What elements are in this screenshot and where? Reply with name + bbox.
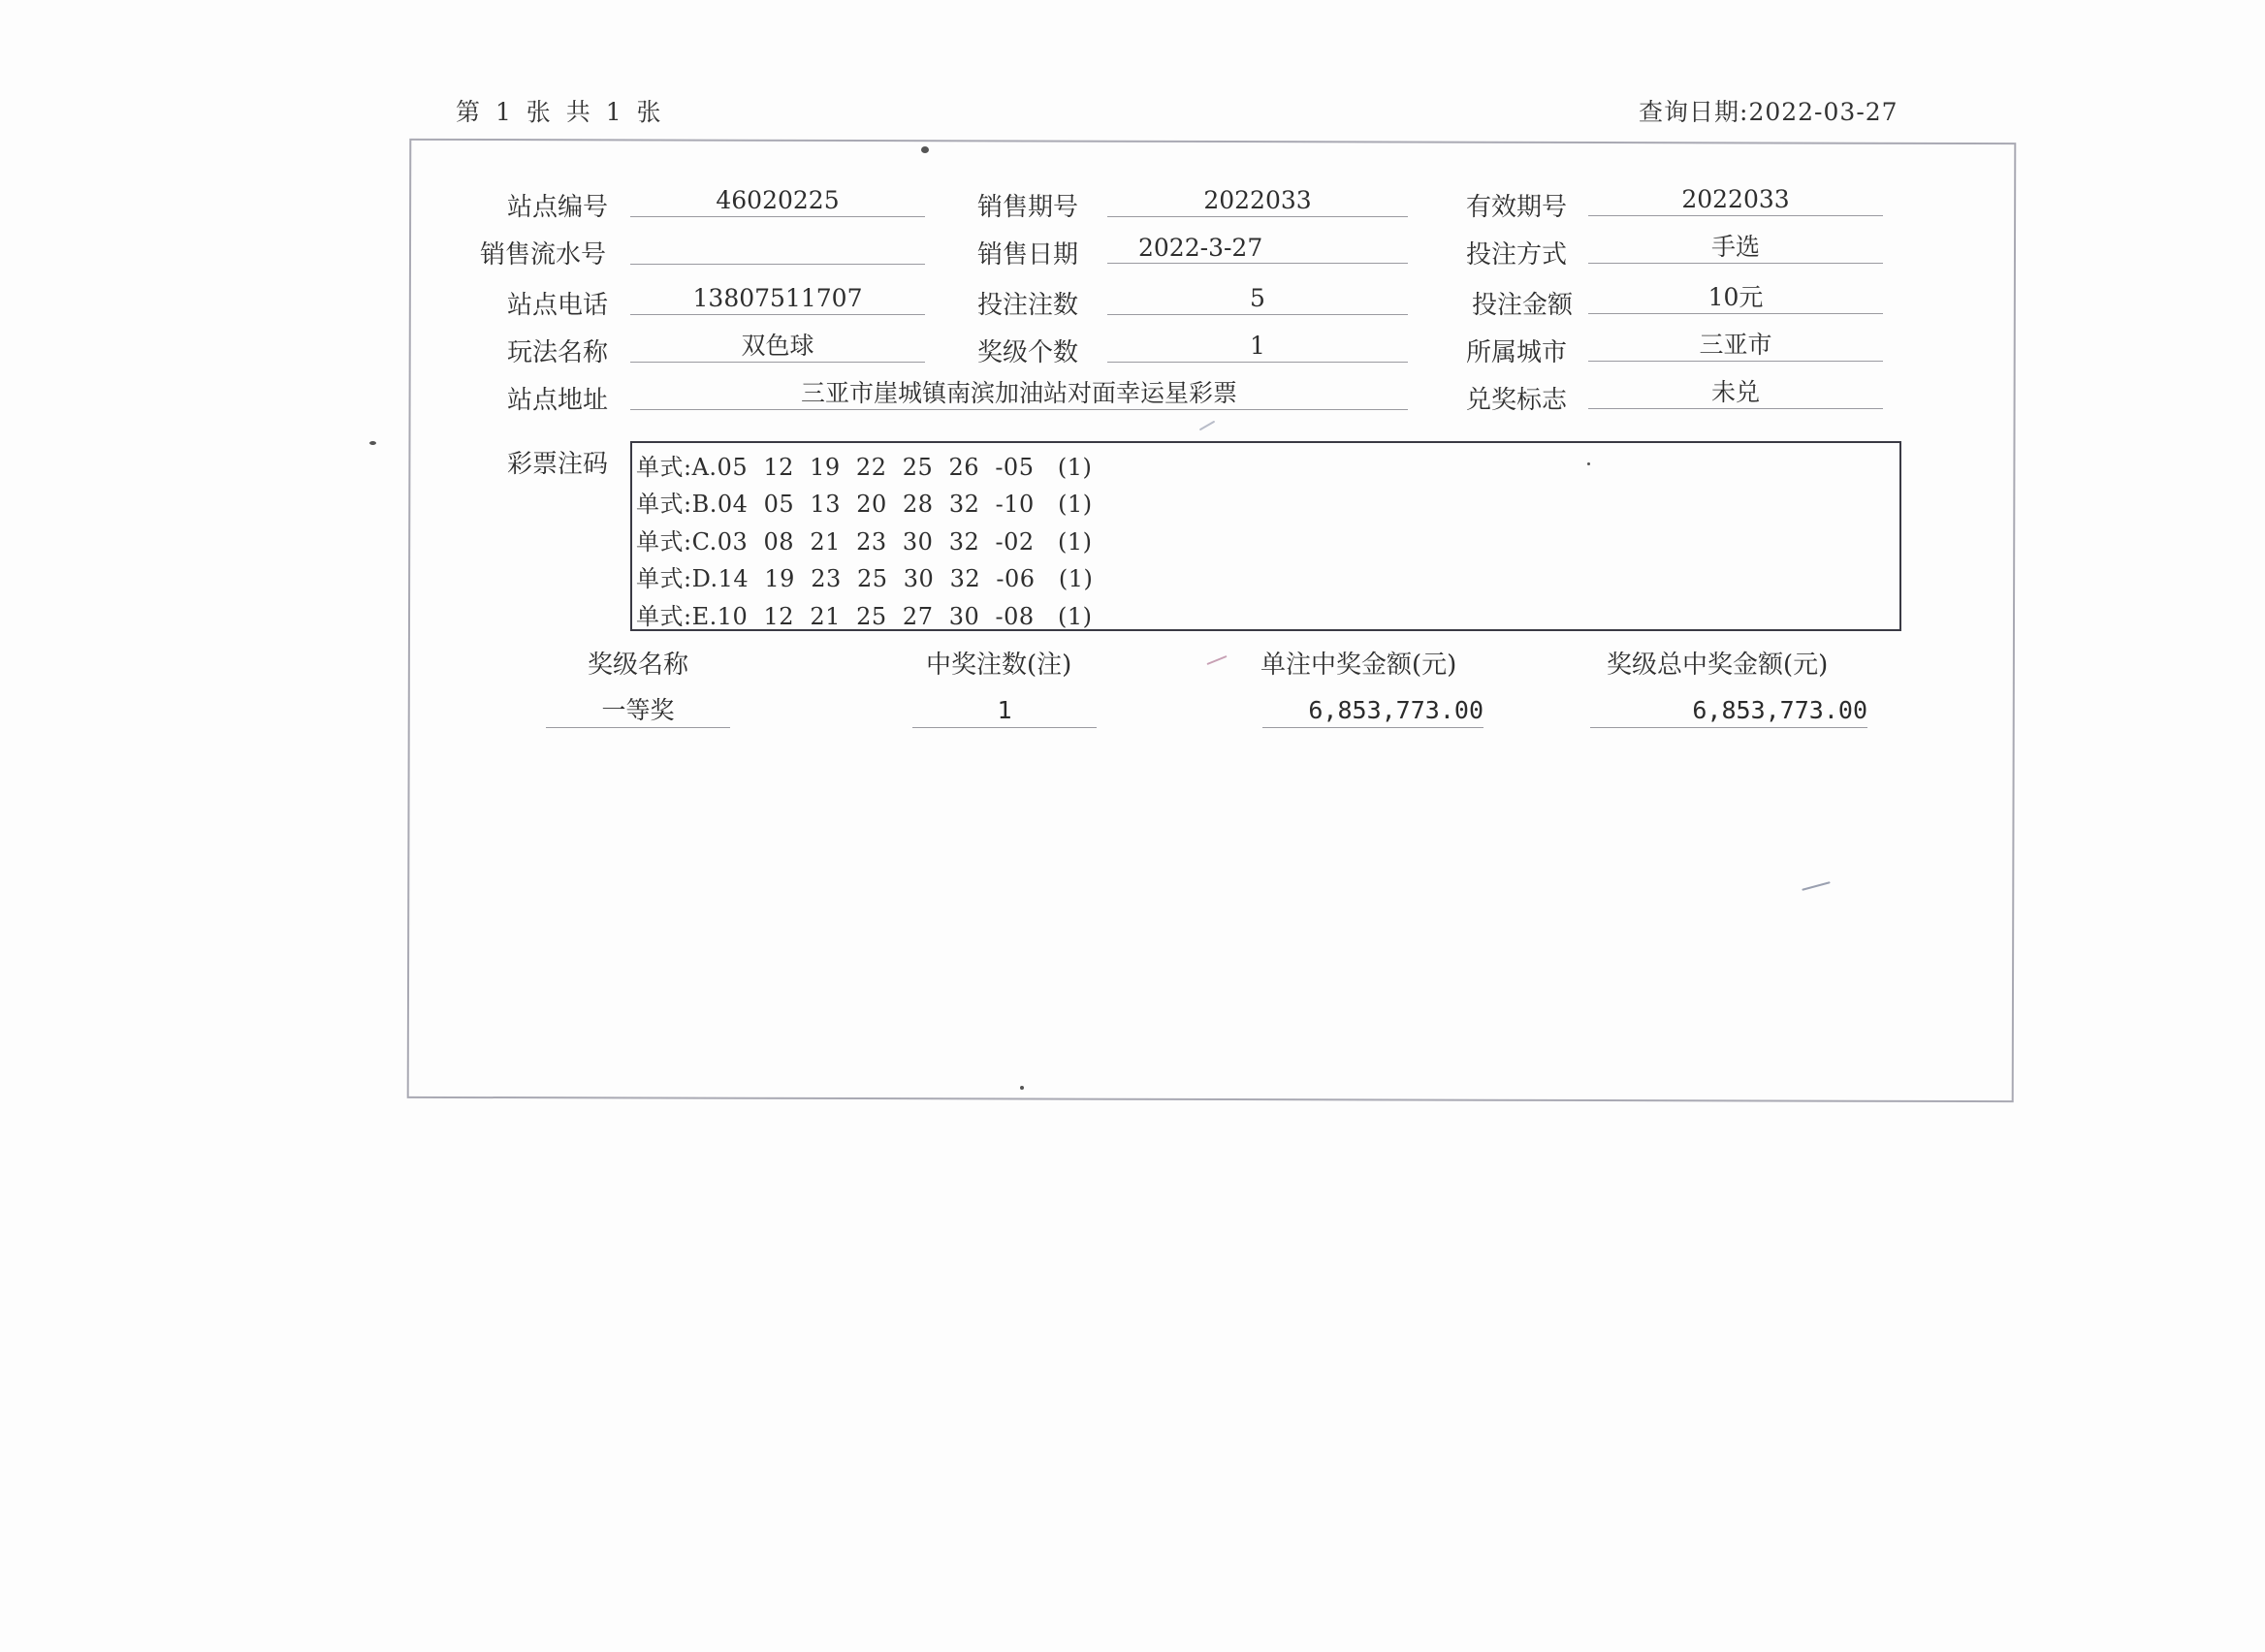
- bet-method-value: 手选: [1588, 232, 1883, 264]
- query-date-value: 2022-03-27: [1748, 98, 1898, 126]
- station-no-label: 站点编号: [507, 193, 609, 222]
- station-phone-label: 站点电话: [507, 291, 609, 320]
- valid-period-value: 2022033: [1588, 184, 1883, 216]
- code-line: 单式:D.14 19 23 25 30 32 -06 (1): [636, 565, 1094, 592]
- prize-total-amount-value: 6,853,773.00: [1590, 694, 1867, 728]
- scan-speck: [921, 146, 929, 153]
- prize-total-amount-header: 奖级总中奖金额(元): [1607, 651, 1829, 680]
- station-address-value: 三亚市崖城镇南滨加油站对面幸运星彩票: [630, 378, 1408, 410]
- prize-level-name-value: 一等奖: [546, 694, 730, 728]
- sale-period-value: 2022033: [1107, 185, 1408, 217]
- valid-period-label: 有效期号: [1466, 193, 1568, 222]
- station-phone-value: 13807511707: [630, 283, 925, 315]
- bet-method-label: 投注方式: [1466, 240, 1568, 270]
- scan-speck: [1587, 462, 1590, 465]
- bet-count-value: 5: [1107, 283, 1408, 315]
- code-line: 单式:E.10 12 21 25 27 30 -08 (1): [636, 603, 1093, 630]
- serial-no-label: 销售流水号: [480, 240, 607, 270]
- bet-amount-label: 投注金额: [1472, 291, 1574, 320]
- query-date-label: 查询日期:: [1639, 98, 1749, 126]
- prize-win-count-value: 1: [912, 694, 1097, 728]
- prize-level-count-label: 奖级个数: [977, 338, 1079, 367]
- page-indicator: 第 1 张 共 1 张: [456, 98, 662, 126]
- query-date: [1639, 93, 1898, 128]
- code-line: 单式:B.04 05 13 20 28 32 -10 (1): [636, 491, 1093, 518]
- city-label: 所属城市: [1466, 338, 1568, 367]
- prize-win-count-header: 中奖注数(注): [926, 651, 1072, 680]
- prize-single-amount-value: 6,853,773.00: [1262, 694, 1483, 728]
- bet-count-label: 投注注数: [977, 291, 1079, 320]
- redeem-flag-value: 未兑: [1588, 377, 1883, 409]
- redeem-flag-label: 兑奖标志: [1466, 386, 1568, 415]
- codes-box: [630, 441, 1901, 631]
- bet-amount-value: 10元: [1588, 282, 1883, 314]
- code-line: 单式:C.03 08 21 23 30 32 -02 (1): [636, 528, 1093, 556]
- codes-label: 彩票注码: [507, 450, 609, 479]
- code-line: 单式:A.05 12 19 22 25 26 -05 (1): [636, 454, 1093, 481]
- city-value: 三亚市: [1588, 330, 1883, 362]
- sale-date-label: 销售日期: [977, 240, 1079, 270]
- prize-single-amount-header: 单注中奖金额(元): [1260, 651, 1457, 680]
- game-name-label: 玩法名称: [507, 338, 609, 367]
- prize-level-count-value: 1: [1107, 331, 1408, 363]
- prize-level-name-header: 奖级名称: [588, 651, 689, 680]
- game-name-value: 双色球: [630, 331, 925, 363]
- sale-period-label: 销售期号: [977, 193, 1079, 222]
- scan-speck: [1020, 1086, 1024, 1090]
- scan-speck: [369, 441, 376, 445]
- station-no-value: 46020225: [630, 185, 925, 217]
- station-address-label: 站点地址: [507, 386, 609, 415]
- sale-date-value: 2022-3-27: [1107, 233, 1408, 264]
- serial-no-value: [630, 233, 925, 265]
